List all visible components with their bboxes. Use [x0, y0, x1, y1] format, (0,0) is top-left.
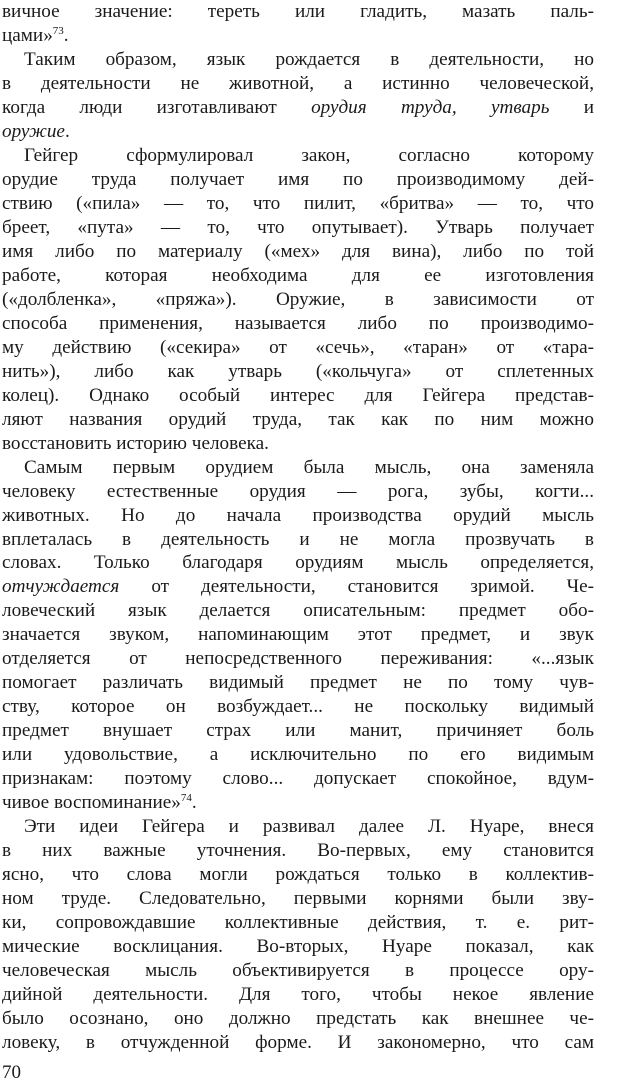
text-line: чивое воспоминание»$^{74}$. [2, 792, 197, 814]
italic-phrase: отчуждается [2, 576, 120, 598]
text-line: вплеталась в деятельность и не могла прозвучать в [2, 528, 594, 550]
text-line: бреет, «пута» — то, что опутывает). Утварь получает [2, 216, 594, 238]
text-line: признакам: поэтому слово... допускает спокойное, вдум- [2, 768, 594, 790]
text-line: Самым первым орудием была мысль, она заменяла [24, 456, 594, 478]
text-line: ном труде. Следовательно, первыми корнями были зву- [2, 888, 594, 910]
footnote-ref: 73 [52, 24, 64, 37]
text-line: восстановить историю человека. [2, 432, 269, 454]
text-line: помогает различать видимый предмет не по тому чув- [2, 672, 594, 694]
text-line: ки, сопровождавшие коллективные действия, т. е. рит- [2, 912, 594, 934]
text-line: дийной деятельности. Для того, чтобы некое явление [2, 984, 594, 1006]
text-line: («долбленка», «пряжа»). Оружие, в зависимости от [2, 288, 594, 310]
text-line: Таким образом, язык рождается в деятельности, но [24, 48, 594, 70]
text-line: отделяется от непосредственного переживания: «...язык [2, 648, 594, 670]
text-line: цами»$^{73}$. [2, 24, 69, 46]
text-line: вичное значение: тереть или гладить, мазать паль- [2, 1, 594, 22]
text-line: работе, которая необходима для ее изготовления [2, 264, 594, 286]
text-line: человеку естественные орудия — рога, зубы, когти... [2, 480, 594, 502]
text-line: словах. Только благодаря орудиям мысль определяется, [2, 552, 594, 574]
text-line: или удовольствие, а исключительно по его видимым [2, 744, 594, 766]
text-line: Эти идеи Гейгера и развивал далее Л. Нуаре, внеся [24, 816, 594, 838]
text-line: ловеку, в отчужденной форме. И закономерно, что сам [2, 1032, 594, 1054]
text-line: предмет внушает страх или манит, причиняет боль [2, 720, 594, 742]
text-line: отчуждается от деятельности, становится зримой. Че- [2, 576, 594, 598]
footnote-ref: 74 [180, 792, 192, 805]
text-line: орудие труда получает имя по производимому дей- [2, 168, 594, 190]
text-line: имя либо по материалу («мех» для вина), либо по той [2, 240, 594, 262]
text-line: когда люди изготавливают орудия труда, утварь и [2, 96, 594, 118]
text-line: нить»), либо как утварь («кольчуга» от сплетенных [2, 360, 594, 382]
text-line: му действию («секира» от «сечь», «таран» от «тара- [2, 336, 594, 358]
page-number: 70 [2, 1062, 21, 1083]
text-line: ясно, что слова могли рождаться только в коллектив- [2, 864, 594, 886]
text-line: Гейгер сформулировал закон, согласно которому [24, 144, 594, 166]
text-line: колец). Однако особый интерес для Гейгера представ- [2, 384, 594, 406]
text-line: в деятельности не животной, а истинно человеческой, [2, 72, 594, 94]
text-line: животных. Но до начала производства орудий мысль [2, 504, 594, 526]
text-line: ляют названия орудий труда, так как по ним можно [2, 408, 594, 430]
text-line: в них важные уточнения. Во-первых, ему становится [2, 840, 594, 862]
text-line: оружие. [2, 120, 70, 142]
text-line: человеческая мысль объективируется в процессе ору- [2, 960, 594, 982]
italic-phrase: оружие [2, 120, 65, 142]
text-line: ствию («пила» — то, что пилит, «бритва» — то, что [2, 192, 594, 214]
text-line: ловеческий язык делается описательным: предмет обо- [2, 600, 594, 622]
text-line: было осознано, оно должно предстать как внешнее че- [2, 1008, 594, 1030]
italic-phrase: орудия труда, утварь [311, 96, 550, 118]
text-line: способа применения, называется либо по производимо- [2, 312, 594, 334]
text-line: ству, которое он возбуждает... не поскольку видимый [2, 696, 594, 718]
text-line: мические восклицания. Во-вторых, Нуаре показал, как [2, 936, 594, 958]
text-line: значается звуком, напоминающим этот предмет, и звук [2, 624, 594, 646]
